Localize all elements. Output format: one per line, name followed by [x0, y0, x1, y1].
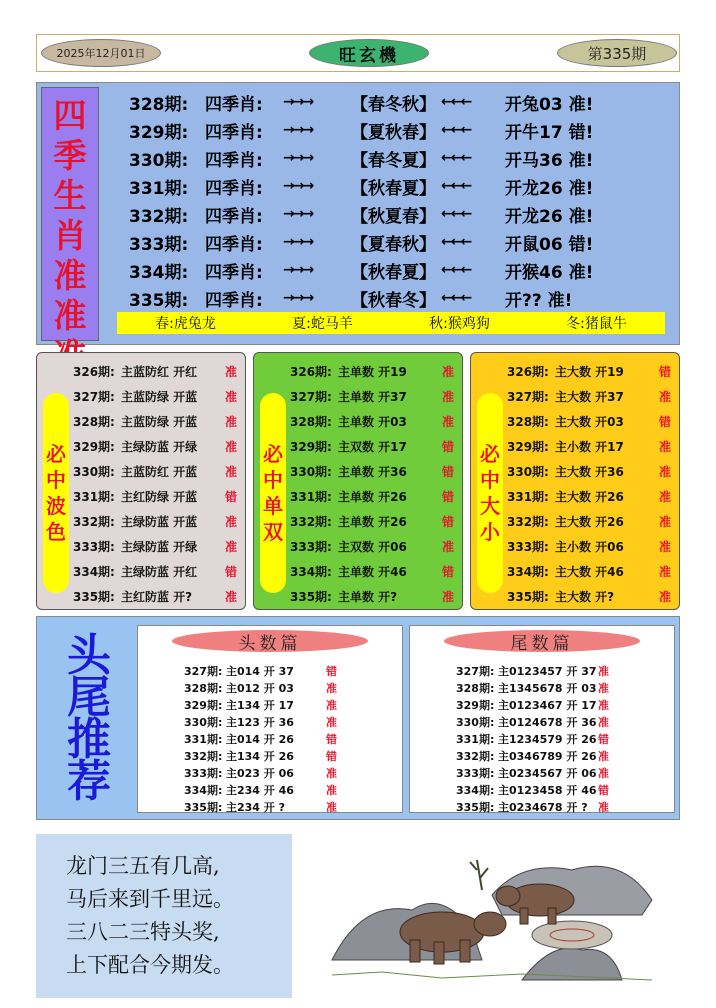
- row-text: 主蓝防绿 开蓝: [121, 414, 198, 429]
- row-period: 334期:: [507, 564, 549, 579]
- prediction-row: [507, 534, 671, 558]
- row-text: 主134 开 26: [226, 749, 294, 763]
- head-tail-panel: [36, 616, 680, 820]
- season-row-result: 开兔03 准!: [505, 94, 594, 115]
- row-mark: 错: [659, 414, 672, 429]
- row-period: 334期:: [184, 783, 223, 797]
- season-row-period: 335期:: [129, 290, 189, 311]
- season-tag: [41, 87, 99, 341]
- row-mark: 错: [598, 732, 609, 746]
- row-mark: 准: [225, 464, 238, 479]
- number-row: [456, 730, 609, 747]
- season-row-label: 四季肖:: [205, 206, 263, 227]
- number-row: [184, 679, 337, 696]
- row-text: 主014 开 37: [226, 664, 294, 678]
- row-period: 331期:: [507, 489, 549, 504]
- row-mark: 准: [659, 489, 672, 504]
- season-row-arrow-right: →→→: [283, 262, 313, 278]
- tag-char: 中: [263, 468, 283, 492]
- row-text: 主单数 开36: [338, 464, 407, 479]
- tag-char: 双: [263, 520, 283, 544]
- row-mark: 错: [225, 564, 238, 579]
- row-mark: 错: [326, 749, 337, 763]
- season-tag-char: 生: [53, 176, 87, 215]
- season-row-arrow-left: ←←←: [441, 178, 471, 194]
- prediction-row: [290, 409, 454, 433]
- row-mark: 错: [326, 732, 337, 746]
- head-tail-tag: [49, 630, 129, 807]
- row-period: 333期:: [456, 766, 495, 780]
- season-row-label: 四季肖:: [205, 122, 263, 143]
- row-text: 主单数 开26: [338, 489, 407, 504]
- row-mark: 准: [326, 800, 337, 814]
- season-row-arrow-right: →→→: [283, 234, 313, 250]
- season-row-pick: 【秋夏春】: [351, 206, 436, 227]
- row-period: 334期:: [290, 564, 332, 579]
- row-period: 328期:: [456, 681, 495, 695]
- prediction-row: [507, 459, 671, 483]
- season-row-arrow-left: ←←←: [441, 290, 471, 306]
- prediction-row: [73, 384, 237, 408]
- season-tag-char: 肖: [53, 216, 87, 255]
- row-text: 主单数 开26: [338, 514, 407, 529]
- row-text: 主蓝防绿 开蓝: [121, 389, 198, 404]
- row-mark: 准: [326, 783, 337, 797]
- row-period: 328期:: [507, 414, 549, 429]
- prediction-row: [73, 459, 237, 483]
- bears-illustration: [322, 840, 662, 990]
- season-row: [129, 284, 597, 312]
- poem-box: [36, 834, 292, 998]
- poem-line: 龙门三五有几高,: [66, 854, 220, 878]
- season-row-pick: 【秋春夏】: [351, 262, 436, 283]
- season-row-arrow-left: ←←←: [441, 262, 471, 278]
- row-mark: 错: [326, 664, 337, 678]
- color-tag: [43, 393, 69, 593]
- number-row: [456, 696, 609, 713]
- head-tail-tag-char: 头: [67, 630, 111, 681]
- big-small-box: [470, 352, 680, 610]
- row-period: 330期:: [184, 715, 223, 729]
- row-mark: 错: [442, 464, 455, 479]
- row-period: 329期:: [290, 439, 332, 454]
- season-row-label: 四季肖:: [205, 234, 263, 255]
- row-text: 主蓝防红 开蓝: [121, 464, 198, 479]
- row-text: 主蓝防红 开红: [121, 364, 198, 379]
- row-mark: 准: [659, 589, 672, 604]
- row-mark: 准: [225, 589, 238, 604]
- row-period: 329期:: [184, 698, 223, 712]
- row-period: 330期:: [456, 715, 495, 729]
- season-row-result: 开鼠06 错!: [505, 234, 594, 255]
- row-mark: 准: [225, 389, 238, 404]
- prediction-row: [507, 384, 671, 408]
- row-text: 主单数 开37: [338, 389, 407, 404]
- row-text: 主大数 开26: [555, 514, 624, 529]
- season-row-pick: 【春冬秋】: [351, 94, 436, 115]
- row-text: 主0124678 开 36: [498, 715, 597, 729]
- row-mark: 准: [598, 715, 609, 729]
- row-text: 主绿防蓝 开红: [121, 564, 198, 579]
- tail-number-card: [409, 625, 675, 813]
- row-mark: 准: [659, 439, 672, 454]
- season-row-label: 四季肖:: [205, 94, 263, 115]
- row-period: 335期:: [184, 800, 223, 814]
- row-period: 332期:: [456, 749, 495, 763]
- row-mark: 错: [659, 364, 672, 379]
- head-tail-tag-char: 尾: [67, 672, 111, 723]
- row-period: 333期:: [290, 539, 332, 554]
- row-mark: 准: [659, 389, 672, 404]
- row-mark: 错: [442, 514, 455, 529]
- row-mark: 错: [598, 783, 609, 797]
- prediction-row: [73, 509, 237, 533]
- row-period: 335期:: [507, 589, 549, 604]
- row-mark: 错: [442, 564, 455, 579]
- season-row-period: 331期:: [129, 178, 189, 199]
- prediction-row: [290, 534, 454, 558]
- prediction-row: [73, 359, 237, 383]
- prediction-row: [73, 584, 237, 608]
- row-text: 主红防蓝 开?: [121, 589, 193, 604]
- season-row-period: 334期:: [129, 262, 189, 283]
- row-period: 327期:: [290, 389, 332, 404]
- row-text: 主134 开 17: [226, 698, 294, 712]
- season-tag-char: 准: [53, 256, 87, 295]
- season-row: [129, 200, 597, 228]
- row-period: 332期:: [184, 749, 223, 763]
- season-row-label: 四季肖:: [205, 262, 263, 283]
- prediction-row: [73, 434, 237, 458]
- season-row-pick: 【秋春夏】: [351, 178, 436, 199]
- row-mark: 准: [225, 364, 238, 379]
- number-row: [184, 730, 337, 747]
- season-row-arrow-right: →→→: [283, 122, 313, 138]
- season-tag-char: 准: [53, 296, 87, 335]
- season-row-pick: 【夏秋春】: [351, 122, 436, 143]
- issue-number: 第335期: [557, 39, 677, 67]
- row-period: 328期:: [73, 414, 115, 429]
- row-text: 主红防绿 开蓝: [121, 489, 198, 504]
- legend-winter: 冬:猪鼠牛: [566, 316, 627, 332]
- poem-line: 马后来到千里远。: [66, 887, 234, 911]
- row-period: 332期:: [290, 514, 332, 529]
- row-period: 334期:: [456, 783, 495, 797]
- season-row-period: 328期:: [129, 94, 189, 115]
- row-text: 主单数 开19: [338, 364, 407, 379]
- tag-char: 大: [480, 494, 500, 518]
- row-mark: 准: [598, 698, 609, 712]
- prediction-row: [290, 584, 454, 608]
- tag-char: 色: [46, 520, 66, 544]
- row-text: 主234 开 46: [226, 783, 294, 797]
- season-row-pick: 【春冬夏】: [351, 150, 436, 171]
- number-row: [184, 696, 337, 713]
- row-mark: 准: [598, 800, 609, 814]
- head-tail-tag-char: 荐: [67, 756, 111, 807]
- season-row: [129, 88, 597, 116]
- row-period: 326期:: [507, 364, 549, 379]
- season-row: [129, 116, 597, 144]
- row-text: 主大数 开46: [555, 564, 624, 579]
- season-row-arrow-left: ←←←: [441, 150, 471, 166]
- number-row: [456, 713, 609, 730]
- row-period: 335期:: [73, 589, 115, 604]
- season-row-result: 开猴46 准!: [505, 262, 594, 283]
- row-period: 333期:: [73, 539, 115, 554]
- poem-line: 三八二三特头奖,: [66, 920, 220, 944]
- row-period: 326期:: [73, 364, 115, 379]
- prediction-row: [507, 509, 671, 533]
- row-text: 主单数 开?: [338, 589, 398, 604]
- row-period: 328期:: [290, 414, 332, 429]
- row-text: 主0123458 开 46: [498, 783, 597, 797]
- row-mark: 准: [442, 539, 455, 554]
- number-row: [184, 781, 337, 798]
- number-row: [456, 764, 609, 781]
- row-text: 主0123457 开 37: [498, 664, 597, 678]
- prediction-row: [507, 359, 671, 383]
- row-period: 330期:: [507, 464, 549, 479]
- season-row-arrow-left: ←←←: [441, 234, 471, 250]
- row-text: 主双数 开17: [338, 439, 407, 454]
- row-text: 主014 开 26: [226, 732, 294, 746]
- season-row-arrow-right: →→→: [283, 94, 313, 110]
- row-period: 331期:: [73, 489, 115, 504]
- row-text: 主绿防蓝 开绿: [121, 439, 198, 454]
- row-text: 主双数 开06: [338, 539, 407, 554]
- prediction-row: [507, 584, 671, 608]
- row-period: 327期:: [184, 664, 223, 678]
- row-period: 331期:: [290, 489, 332, 504]
- row-text: 主大数 开03: [555, 414, 624, 429]
- row-text: 主0234678 开 ?: [498, 800, 588, 814]
- number-row: [184, 747, 337, 764]
- row-period: 331期:: [456, 732, 495, 746]
- legend-summer: 夏:蛇马羊: [292, 316, 353, 332]
- prediction-row: [507, 409, 671, 433]
- row-mark: 准: [659, 564, 672, 579]
- row-mark: 准: [598, 664, 609, 678]
- prediction-row: [73, 559, 237, 583]
- season-row-label: 四季肖:: [205, 150, 263, 171]
- season-row-pick: 【秋春冬】: [351, 290, 436, 311]
- row-text: 主1345678 开 03: [498, 681, 597, 695]
- row-mark: 准: [326, 698, 337, 712]
- row-period: 330期:: [73, 464, 115, 479]
- row-period: 331期:: [184, 732, 223, 746]
- head-number-title: 头数篇: [172, 630, 368, 652]
- prediction-row: [73, 534, 237, 558]
- tag-char: 必: [480, 442, 500, 466]
- row-mark: 错: [225, 489, 238, 504]
- row-period: 335期:: [456, 800, 495, 814]
- row-mark: 准: [442, 414, 455, 429]
- row-text: 主234 开 ?: [226, 800, 286, 814]
- number-row: [184, 713, 337, 730]
- row-mark: 准: [598, 766, 609, 780]
- row-period: 327期:: [507, 389, 549, 404]
- row-period: 328期:: [184, 681, 223, 695]
- odd-even-tag: [260, 393, 286, 593]
- row-text: 主0123467 开 17: [498, 698, 597, 712]
- season-row-label: 四季肖:: [205, 178, 263, 199]
- season-row-result: 开龙26 准!: [505, 206, 594, 227]
- big-small-tag: [477, 393, 503, 593]
- row-mark: 准: [326, 715, 337, 729]
- row-mark: 准: [225, 439, 238, 454]
- row-period: 334期:: [73, 564, 115, 579]
- tail-number-title: 尾数篇: [444, 630, 640, 652]
- season-tag-char: 季: [53, 136, 87, 175]
- number-row: [456, 747, 609, 764]
- head-tail-tag-char: 推: [67, 714, 111, 765]
- season-panel: [36, 82, 680, 345]
- season-row-arrow-left: ←←←: [441, 122, 471, 138]
- season-legend: [117, 312, 665, 334]
- page-title: 旺玄機: [309, 39, 429, 67]
- season-row-result: 开龙26 准!: [505, 178, 594, 199]
- row-text: 主小数 开06: [555, 539, 624, 554]
- row-text: 主大数 开36: [555, 464, 624, 479]
- row-mark: 准: [659, 464, 672, 479]
- tag-char: 必: [263, 442, 283, 466]
- row-text: 主绿防蓝 开蓝: [121, 514, 198, 529]
- season-row-result: 开马36 准!: [505, 150, 594, 171]
- tag-char: 必: [46, 442, 66, 466]
- row-mark: 准: [442, 364, 455, 379]
- row-text: 主0234567 开 06: [498, 766, 597, 780]
- prediction-row: [290, 509, 454, 533]
- row-period: 332期:: [507, 514, 549, 529]
- row-period: 330期:: [290, 464, 332, 479]
- prediction-row: [73, 484, 237, 508]
- row-mark: 错: [442, 489, 455, 504]
- prediction-row: [290, 359, 454, 383]
- number-row: [184, 798, 337, 815]
- row-text: 主0346789 开 26: [498, 749, 597, 763]
- tag-char: 波: [46, 494, 66, 518]
- number-row: [456, 662, 609, 679]
- season-row-period: 332期:: [129, 206, 189, 227]
- season-row: [129, 256, 597, 284]
- season-row-period: 329期:: [129, 122, 189, 143]
- head-number-card: [137, 625, 403, 813]
- season-row-arrow-right: →→→: [283, 150, 313, 166]
- row-text: 主1234579 开 26: [498, 732, 597, 746]
- row-text: 主012 开 03: [226, 681, 294, 695]
- number-row: [184, 662, 337, 679]
- tag-char: 中: [480, 468, 500, 492]
- row-text: 主单数 开03: [338, 414, 407, 429]
- row-mark: 准: [598, 681, 609, 695]
- row-mark: 准: [598, 749, 609, 763]
- row-period: 333期:: [507, 539, 549, 554]
- season-row-pick: 【夏春秋】: [351, 234, 436, 255]
- row-text: 主大数 开?: [555, 589, 615, 604]
- row-mark: 准: [326, 681, 337, 695]
- row-mark: 准: [442, 589, 455, 604]
- row-text: 主大数 开26: [555, 489, 624, 504]
- number-row: [184, 764, 337, 781]
- legend-spring: 春:虎兔龙: [155, 316, 216, 332]
- row-period: 327期:: [73, 389, 115, 404]
- season-row-arrow-right: →→→: [283, 290, 313, 306]
- row-text: 主大数 开19: [555, 364, 624, 379]
- row-mark: 准: [225, 539, 238, 554]
- season-tag-char: 四: [53, 96, 87, 135]
- row-mark: 准: [225, 514, 238, 529]
- header-bar: [36, 34, 680, 72]
- row-text: 主小数 开17: [555, 439, 624, 454]
- prediction-row: [290, 459, 454, 483]
- color-box: [36, 352, 246, 610]
- row-period: 332期:: [73, 514, 115, 529]
- row-period: 327期:: [456, 664, 495, 678]
- row-mark: 准: [326, 766, 337, 780]
- date-label: 2025年12月01日: [41, 39, 161, 67]
- row-text: 主绿防蓝 开绿: [121, 539, 198, 554]
- season-row: [129, 144, 597, 172]
- season-row-arrow-left: ←←←: [441, 94, 471, 110]
- prediction-row: [507, 484, 671, 508]
- season-row-result: 开牛17 错!: [505, 122, 594, 143]
- season-row-period: 330期:: [129, 150, 189, 171]
- row-period: 335期:: [290, 589, 332, 604]
- prediction-row: [290, 559, 454, 583]
- season-row: [129, 172, 597, 200]
- row-text: 主大数 开37: [555, 389, 624, 404]
- season-row-arrow-left: ←←←: [441, 206, 471, 222]
- tag-char: 中: [46, 468, 66, 492]
- row-mark: 错: [442, 439, 455, 454]
- number-row: [456, 798, 609, 815]
- season-row-label: 四季肖:: [205, 290, 263, 311]
- row-period: 333期:: [184, 766, 223, 780]
- prediction-row: [290, 384, 454, 408]
- season-row-arrow-right: →→→: [283, 206, 313, 222]
- row-period: 326期:: [290, 364, 332, 379]
- row-period: 329期:: [73, 439, 115, 454]
- season-row-period: 333期:: [129, 234, 189, 255]
- season-row-result: 开?? 准!: [505, 290, 573, 311]
- row-mark: 准: [225, 414, 238, 429]
- prediction-row: [73, 409, 237, 433]
- number-row: [456, 679, 609, 696]
- row-mark: 准: [659, 539, 672, 554]
- tag-char: 单: [263, 494, 283, 518]
- odd-even-box: [253, 352, 463, 610]
- row-mark: 准: [442, 389, 455, 404]
- row-text: 主123 开 36: [226, 715, 294, 729]
- row-mark: 准: [659, 514, 672, 529]
- season-row: [129, 228, 597, 256]
- season-row-arrow-right: →→→: [283, 178, 313, 194]
- number-row: [456, 781, 609, 798]
- prediction-row: [507, 559, 671, 583]
- row-text: 主单数 开46: [338, 564, 407, 579]
- prediction-row: [290, 484, 454, 508]
- row-period: 329期:: [507, 439, 549, 454]
- row-period: 329期:: [456, 698, 495, 712]
- tag-char: 小: [480, 520, 500, 544]
- prediction-row: [290, 434, 454, 458]
- poem-line: 上下配合今期发。: [66, 953, 234, 977]
- legend-autumn: 秋:猴鸡狗: [429, 316, 490, 332]
- row-text: 主023 开 06: [226, 766, 294, 780]
- prediction-row: [507, 434, 671, 458]
